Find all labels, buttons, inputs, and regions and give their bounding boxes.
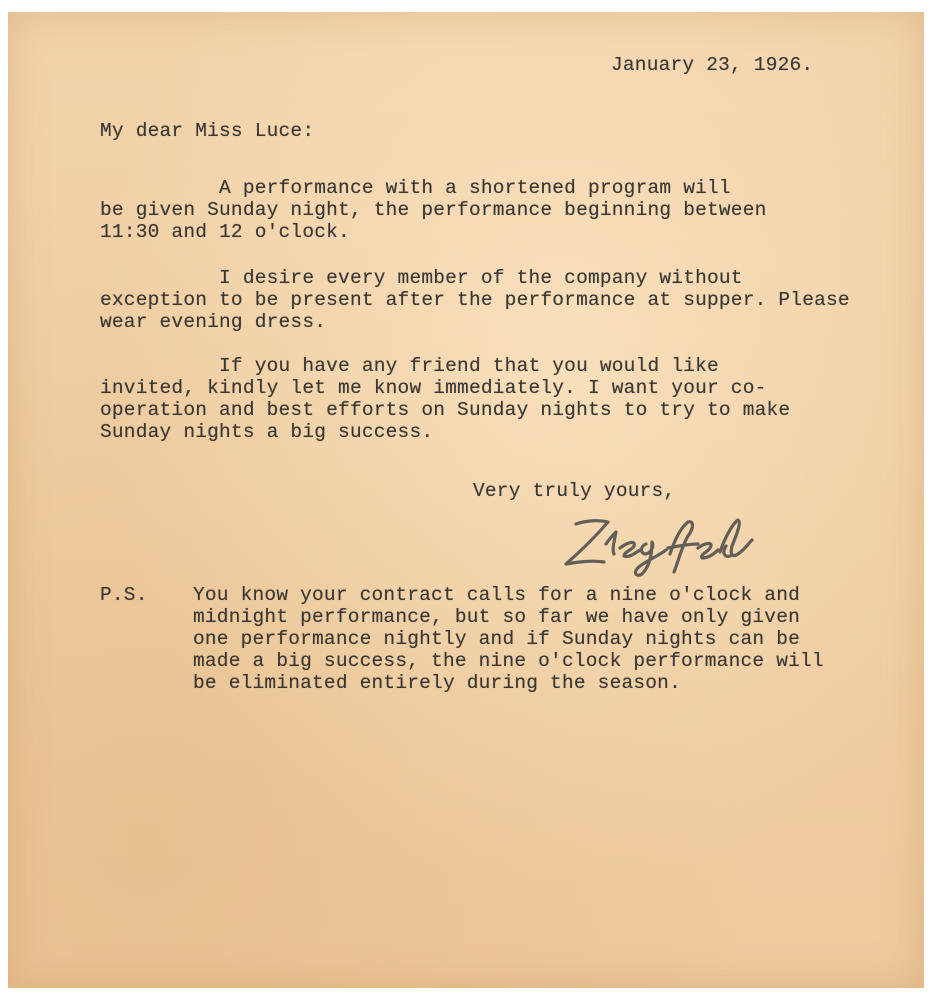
closing: Very truly yours, bbox=[473, 480, 676, 502]
ps-text: You know your contract calls for a nine o'clock and midnight performance, but so far we have only given one performance nightly and if Sunday nights can be made a big success, the nine o'clock performance will be eliminated entirely during the season. bbox=[193, 584, 824, 694]
paragraph-3: If you have any friend that you would like invited, kindly let me know immediately. I want your co- operation and best efforts on Sunday nights to try to make Sunday nights a big success. bbox=[100, 355, 791, 443]
salutation: My dear Miss Luce: bbox=[100, 120, 315, 142]
letter-page bbox=[8, 12, 924, 988]
ps-label: P.S. bbox=[100, 584, 148, 606]
paragraph-1: A performance with a shortened program will be given Sunday night, the performance beginning between 11:30 and 12 o'clock. bbox=[100, 177, 767, 243]
paragraph-2: I desire every member of the company without exception to be present after the performance at supper. Please wear evening dress. bbox=[100, 267, 850, 333]
letter-date: January 23, 1926. bbox=[611, 54, 814, 76]
signature bbox=[548, 502, 768, 582]
